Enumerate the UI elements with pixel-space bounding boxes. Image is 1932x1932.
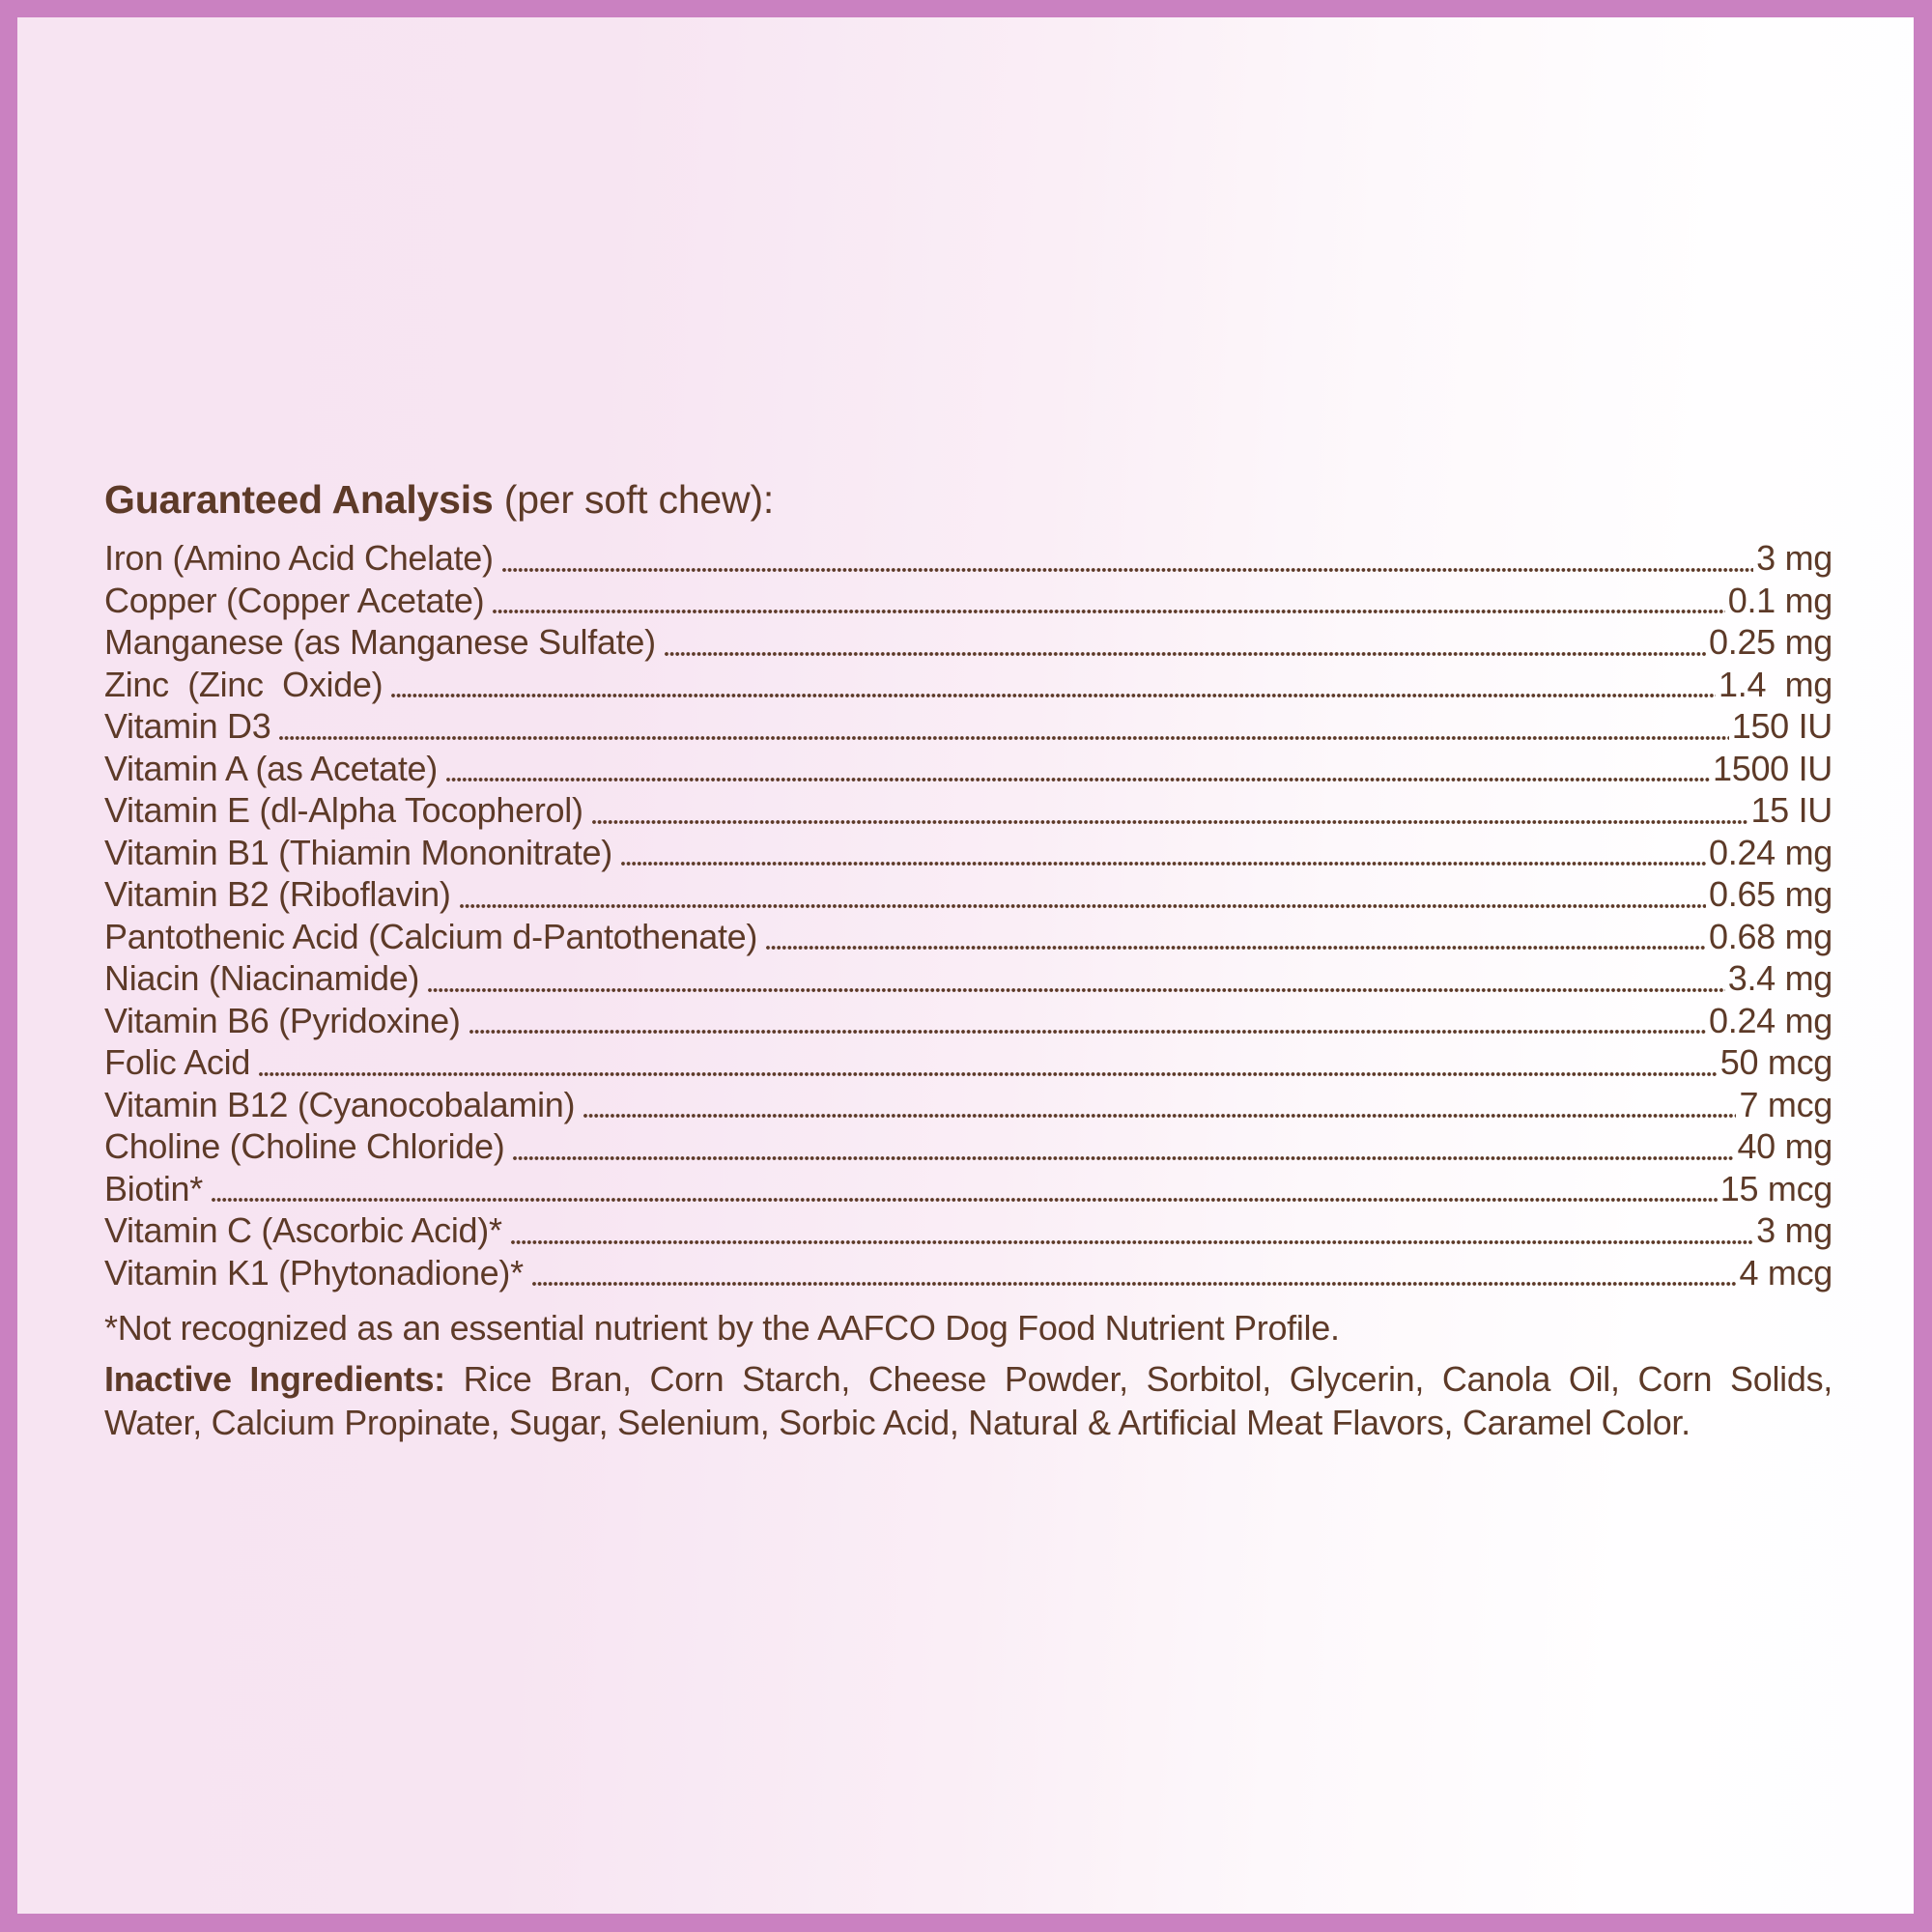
nutrient-value: 0.25 mg <box>1709 622 1833 662</box>
nutrient-row <box>104 537 1833 580</box>
nutrient-label: Vitamin D3 <box>104 706 271 746</box>
dotted-leader <box>279 736 1728 740</box>
nutrient-row <box>104 705 1833 748</box>
nutrient-row <box>104 789 1833 832</box>
nutrient-row <box>104 1252 1833 1294</box>
nutrient-label: Niacin (Niacinamide) <box>104 958 420 998</box>
dotted-leader <box>513 1156 1734 1160</box>
nutrient-label: Pantothenic Acid (Calcium d-Pantothenate) <box>104 916 758 956</box>
nutrient-label: Vitamin A (as Acetate) <box>104 748 438 788</box>
nutrient-label: Vitamin B6 (Pyridoxine) <box>104 1000 461 1040</box>
nutrient-value: 4 mcg <box>1739 1252 1833 1293</box>
nutrient-value: 3 mg <box>1756 1210 1833 1250</box>
nutrient-label: Vitamin K1 (Phytonadione)* <box>104 1252 524 1293</box>
dotted-leader <box>502 568 1753 572</box>
nutrient-label: Manganese (as Manganese Sulfate) <box>104 622 656 662</box>
nutrient-value: 150 IU <box>1731 706 1833 746</box>
nutrient-value: 15 IU <box>1750 790 1833 830</box>
nutrient-value: 0.24 mg <box>1709 1000 1833 1040</box>
dotted-leader <box>511 1240 1753 1244</box>
nutrient-label: Iron (Amino Acid Chelate) <box>104 538 494 578</box>
nutrient-value: 0.24 mg <box>1709 832 1833 872</box>
label-panel <box>17 17 1914 1914</box>
nutrient-row <box>104 1041 1833 1084</box>
nutrient-row <box>104 1125 1833 1168</box>
nutrient-value: 3.4 mg <box>1727 958 1833 998</box>
inactive-ingredients-line2: Water, Calcium Propinate, Sugar, Selenium, Sorbic Acid, Natural & Artificial Meat Flavors, Caramel Color. <box>104 1402 1690 1442</box>
nutrient-value: 15 mcg <box>1719 1168 1833 1208</box>
nutrient-value: 1500 IU <box>1713 748 1833 788</box>
dotted-leader <box>460 904 1706 908</box>
dotted-leader <box>583 1114 1736 1118</box>
guaranteed-analysis-title: Guaranteed Analysis <box>104 477 494 522</box>
nutrient-row <box>104 832 1833 874</box>
dotted-leader <box>391 694 1716 697</box>
nutrient-label: Vitamin B1 (Thiamin Mononitrate) <box>104 832 612 872</box>
dotted-leader <box>469 1030 1706 1034</box>
nutrient-value: 3 mg <box>1756 538 1833 578</box>
nutrient-row <box>104 873 1833 916</box>
nutrient-value: 7 mcg <box>1739 1084 1833 1124</box>
nutrient-row <box>104 916 1833 958</box>
nutrient-label: Vitamin C (Ascorbic Acid)* <box>104 1210 502 1250</box>
dotted-leader <box>621 862 1706 866</box>
nutrient-row <box>104 1000 1833 1042</box>
dotted-leader <box>259 1072 1718 1076</box>
inactive-ingredients-heading: Inactive Ingredients: <box>104 1359 445 1399</box>
nutrient-row <box>104 1168 1833 1210</box>
nutrient-row <box>104 1209 1833 1252</box>
nutrient-label: Vitamin B12 (Cyanocobalamin) <box>104 1084 576 1124</box>
nutrient-value: 0.68 mg <box>1709 916 1833 956</box>
nutrient-row <box>104 748 1833 790</box>
nutrient-label: Choline (Choline Chloride) <box>104 1126 505 1166</box>
nutrient-value: 0.65 mg <box>1709 874 1833 914</box>
nutrient-value: 40 mg <box>1737 1126 1833 1166</box>
nutrient-label: Folic Acid <box>104 1042 251 1082</box>
dotted-leader <box>532 1282 1737 1286</box>
nutrient-row <box>104 621 1833 664</box>
inactive-ingredients-text1: Rice Bran, Corn Starch, Cheese Powder, Sorbitol, Glycerin, Canola Oil, Corn Solids, <box>463 1359 1833 1399</box>
nutrient-value: 0.1 mg <box>1727 580 1833 620</box>
nutrient-label: Copper (Copper Acetate) <box>104 580 485 620</box>
nutrient-row <box>104 580 1833 622</box>
dotted-leader <box>428 988 1725 992</box>
dotted-leader <box>766 946 1706 950</box>
inactive-ingredients <box>104 1358 1833 1444</box>
dotted-leader <box>493 610 1724 613</box>
dotted-leader <box>592 820 1748 824</box>
nutrient-label: Biotin* <box>104 1168 203 1208</box>
aafco-footnote: *Not recognized as an essential nutrient by the AAFCO Dog Food Nutrient Profile. <box>104 1308 1340 1348</box>
inactive-ingredients-line1 <box>104 1358 1833 1402</box>
guaranteed-analysis-suffix: (per soft chew): <box>493 477 775 522</box>
nutrient-label: Zinc (Zinc Oxide) <box>104 664 384 704</box>
nutrient-row <box>104 957 1833 1000</box>
dotted-leader <box>212 1198 1718 1202</box>
guaranteed-analysis-table <box>104 537 1833 1293</box>
dotted-leader <box>665 652 1706 656</box>
nutrient-row <box>104 1084 1833 1126</box>
nutrient-value: 50 mcg <box>1719 1042 1833 1082</box>
nutrient-label: Vitamin B2 (Riboflavin) <box>104 874 451 914</box>
nutrient-value: 1.4 mg <box>1719 664 1833 704</box>
nutrient-row <box>104 664 1833 706</box>
dotted-leader <box>446 778 1710 781</box>
nutrient-label: Vitamin E (dl-Alpha Tocopherol) <box>104 790 583 830</box>
guaranteed-analysis-heading <box>104 475 1833 524</box>
